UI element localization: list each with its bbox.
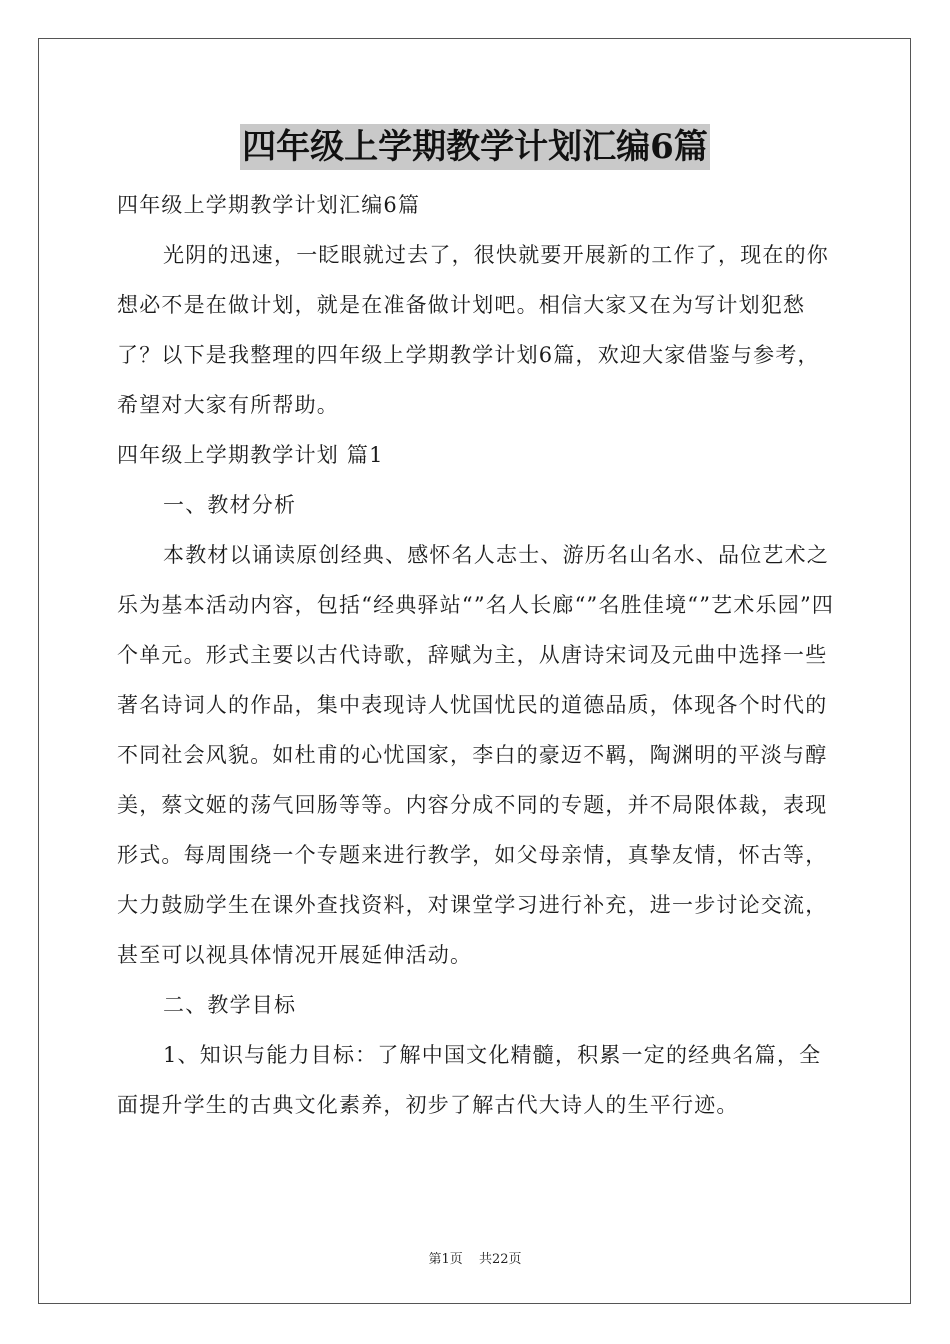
page-number: 第1页 xyxy=(428,1252,463,1267)
section-heading-1: 四年级上学期教学计划 篇1 xyxy=(117,443,384,467)
paragraph-intro: 光阴的迅速，一眨眼就过去了，很快就要开展新的工作了，现在的你想必不是在做计划，就是在准备做计划吧。相信大家又在为写计划犯愁了？以下是我整理的四年级上学期教学计划6篇，欢迎大家借鉴与参考，希望对大家有所帮助。 xyxy=(117,243,829,417)
document-body xyxy=(117,180,839,1130)
document-title: 四年级上学期教学计划汇编6篇 xyxy=(240,124,710,170)
title-container xyxy=(0,124,950,170)
paragraph-textbook-analysis: 本教材以诵读原创经典、感怀名人志士、游历名山名水、品位艺术之乐为基本活动内容，包括“经典驿站“”名人长廊“”名胜佳境“”艺术乐园”四个单元。形式主要以古代诗歌，辞赋为主，从唐诗宋词及元曲中选择一些著名诗词人的作品，集中表现诗人忧国忧民的道德品质，体现各个时代的不同社会风貌。如杜甫的心忧国家，李白的豪迈不羁，陶渊明的平淡与醇美，蔡文姬的荡气回肠等等。内容分成不同的专题，并不局限体裁，表现形式。每周围绕一个专题来进行教学，如父母亲情，真挚友情，怀古等，大力鼓励学生在课外查找资料，对课堂学习进行补充，进一步讨论交流，甚至可以视具体情况开展延伸活动。 xyxy=(117,543,835,967)
subheading-textbook-analysis: 一、教材分析 xyxy=(163,493,297,517)
page-footer xyxy=(0,1248,950,1267)
paragraph-subtitle: 四年级上学期教学计划汇编6篇 xyxy=(117,193,421,217)
page-total: 共22页 xyxy=(478,1252,522,1267)
subheading-teaching-goals: 二、教学目标 xyxy=(163,993,297,1017)
paragraph-knowledge-goals: 1、知识与能力目标：了解中国文化精髓，积累一定的经典名篇，全面提升学生的古典文化素养，初步了解古代大诗人的生平行迹。 xyxy=(117,1043,822,1117)
